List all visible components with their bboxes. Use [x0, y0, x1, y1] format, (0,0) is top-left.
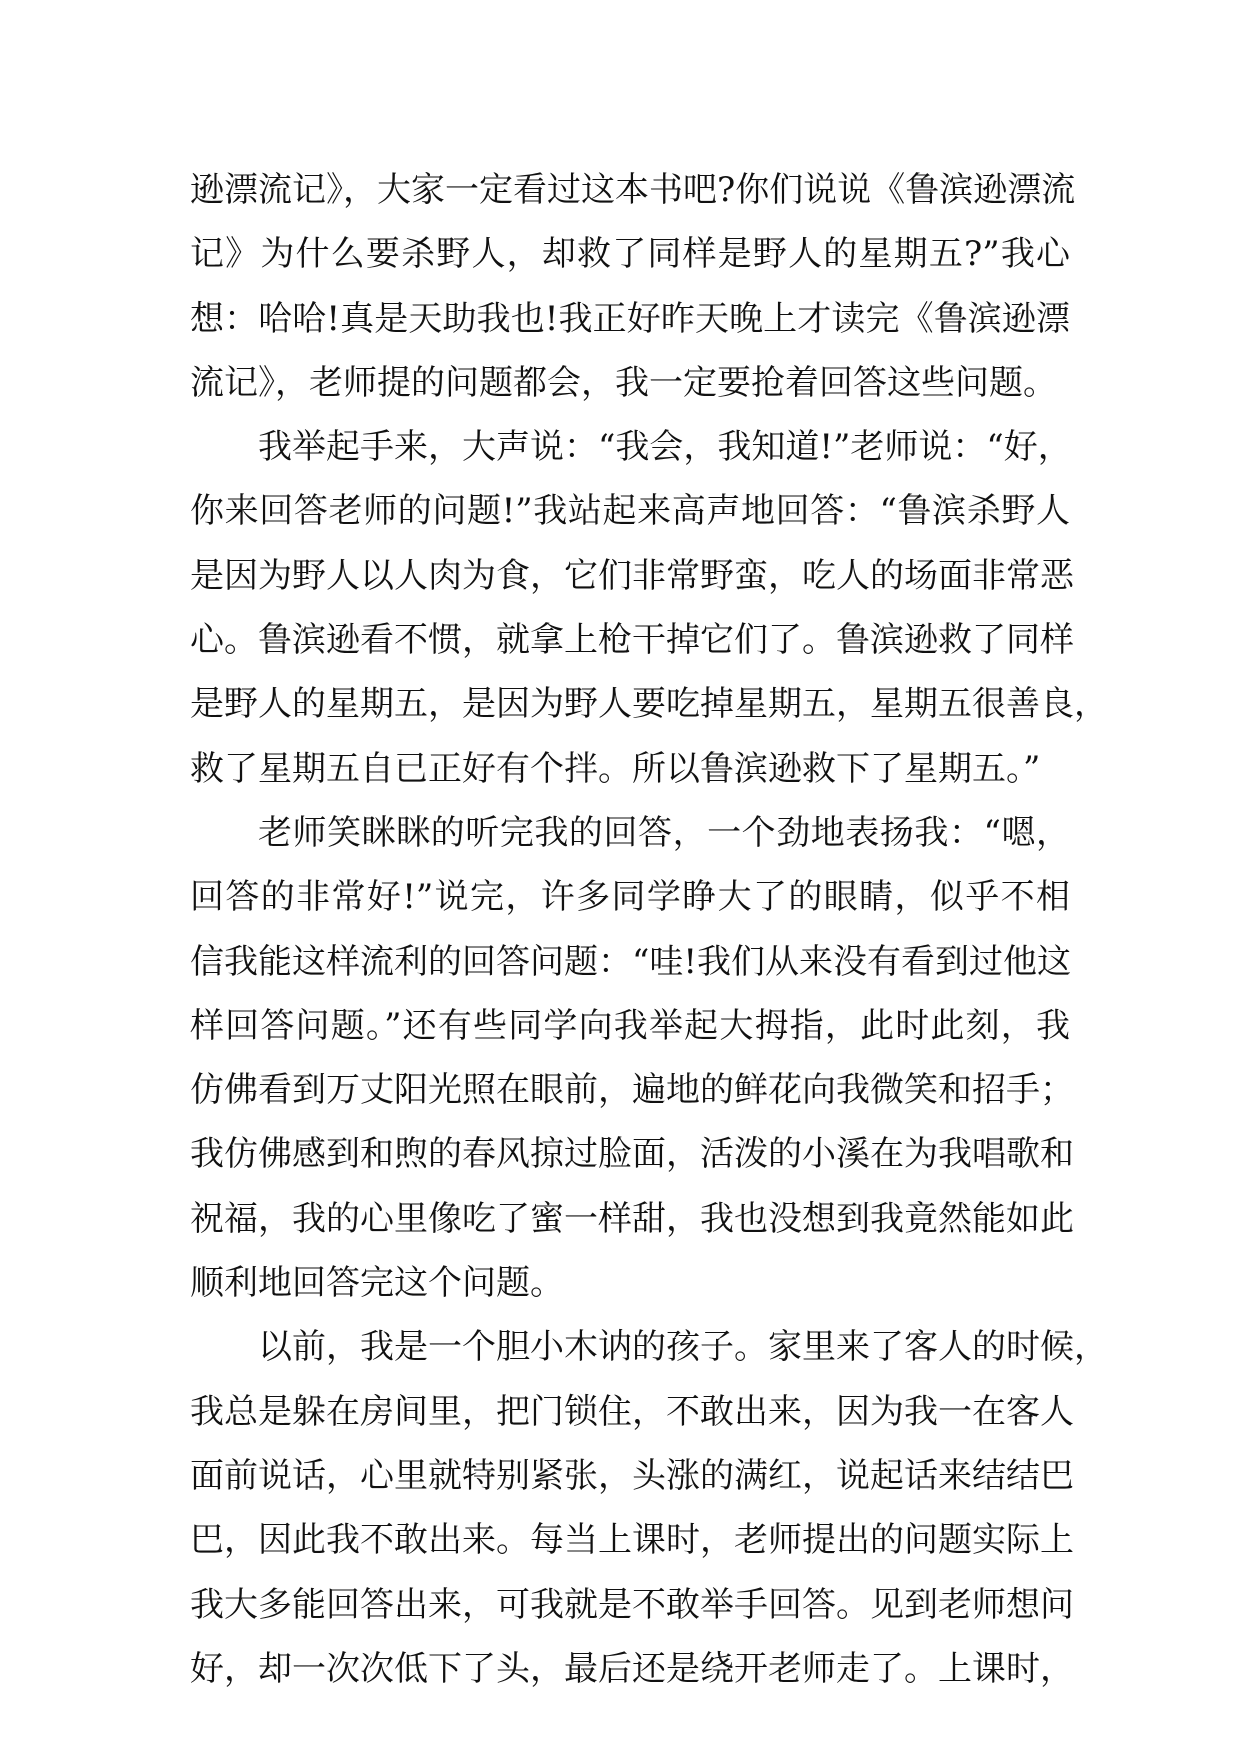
text-line: 面前说话，心里就特别紧张，头涨的满红，说起话来结结巴 [190, 1455, 1074, 1496]
text-line: 流记》，老师提的问题都会，我一定要抢着回答这些问题。 [190, 362, 1057, 403]
text-line: 样回答问题。”还有些同学向我举起大拇指，此时此刻，我 [190, 1005, 1070, 1046]
paragraph [190, 801, 1074, 1315]
text-line: 心。鲁滨逊看不惯，就拿上枪干掉它们了。鲁滨逊救了同样 [190, 620, 1074, 661]
text-line: 好，却一次次低下了头，最后还是绕开老师走了。上课时， [190, 1648, 1074, 1689]
paragraph [190, 1315, 1108, 1701]
text-line: 顺利地回答完这个问题。 [190, 1263, 564, 1304]
text-line: 巴，因此我不敢出来。每当上课时，老师提出的问题实际上 [190, 1520, 1074, 1561]
text-line: 祝福，我的心里像吃了蜜一样甜，我也没想到我竟然能如此 [190, 1198, 1074, 1239]
text-line: 老师笑眯眯的听完我的回答，一个劲地表扬我：“嗯， [258, 812, 1070, 853]
text-line: 我总是躲在房间里，把门锁住，不敢出来，因为我一在客人 [190, 1391, 1074, 1432]
text-line: 记》为什么要杀野人，却救了同样是野人的星期五?”我心 [190, 234, 1070, 275]
paragraph [190, 415, 1108, 801]
text-line: 以前，我是一个胆小木讷的孩子。家里来了客人的时候， [258, 1327, 1108, 1368]
text-line: 信我能这样流利的回答问题：“哇!我们从来没有看到过他这 [190, 941, 1072, 982]
text-line: 救了星期五自已正好有个拌。所以鲁滨逊救下了星期五。” [190, 748, 1041, 789]
paragraph [190, 158, 1076, 415]
text-line: 仿佛看到万丈阳光照在眼前，遍地的鲜花向我微笑和招手； [190, 1070, 1074, 1111]
text-line: 是因为野人以人肉为食，它们非常野蛮，吃人的场面非常恶 [190, 555, 1074, 596]
text-line: 回答的非常好!”说完，许多同学睁大了的眼睛，似乎不相 [190, 877, 1070, 918]
text-line: 逊漂流记》，大家一定看过这本书吧?你们说说《鲁滨逊漂流 [190, 170, 1076, 210]
text-line: 我举起手来，大声说：“我会，我知道!”老师说：“好， [258, 427, 1072, 468]
text-line: 我仿佛感到和煦的春风掠过脸面，活泼的小溪在为我唱歌和 [190, 1134, 1074, 1175]
text-line: 我大多能回答出来，可我就是不敢举手回答。见到老师想问 [190, 1584, 1074, 1625]
body-text [190, 158, 1108, 1701]
text-line: 是野人的星期五，是因为野人要吃掉星期五，星期五很善良， [190, 684, 1108, 725]
text-line: 想：哈哈!真是天助我也!我正好昨天晚上才读完《鲁滨逊漂 [190, 298, 1070, 339]
text-line: 你来回答老师的问题!”我站起来高声地回答：“鲁滨杀野人 [190, 491, 1070, 532]
